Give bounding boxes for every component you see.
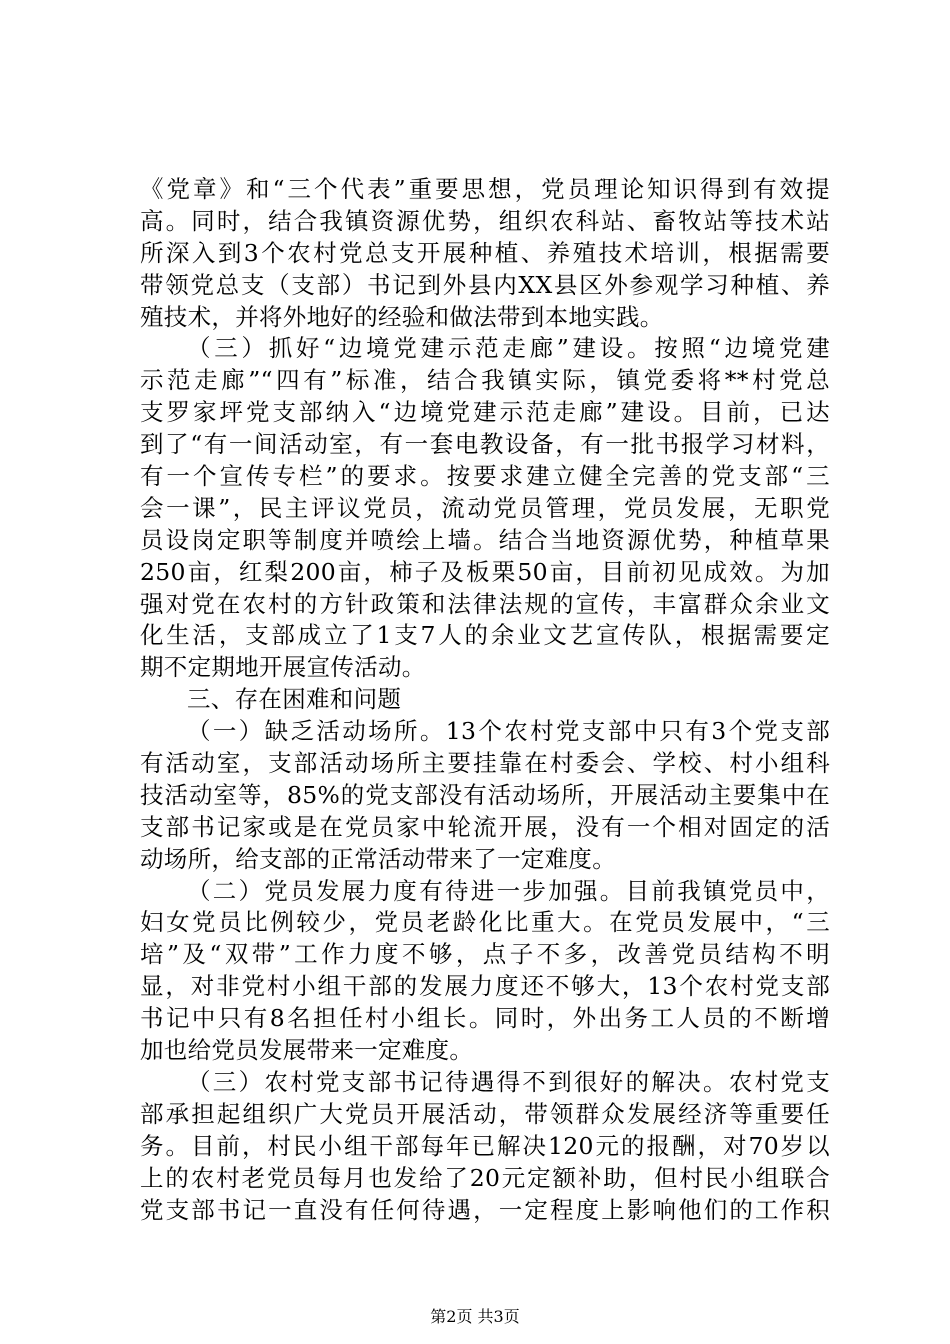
text-line: （一）缺乏活动场所。13个农村党支部中只有3个党支部 — [187, 717, 830, 746]
text-line: 员设岗定职等制度并喷绘上墙。结合当地资源优势，种植草果 — [140, 525, 830, 554]
text-line: 上的农村老党员每月也发给了20元定额补助，但村民小组联合 — [140, 1163, 830, 1192]
text-line: 强对党在农村的方针政策和法律法规的宣传，丰富群众余业文 — [140, 589, 830, 618]
text-line: 250亩，红梨200亩，柿子及板栗50亩，目前初见成效。为加 — [140, 557, 830, 586]
text-line: 显，对非党村小组干部的发展力度还不够大，13个农村党支部 — [140, 972, 830, 1001]
text-line: 党支部书记一直没有任何待遇，一定程度上影响他们的工作积 — [140, 1195, 830, 1224]
text-line: 妇女党员比例较少，党员老龄化比重大。在党员发展中，“三 — [140, 908, 830, 937]
text-line: 带领党总支（支部）书记到外县内XX县区外参观学习种植、养 — [140, 270, 830, 299]
text-line: 有活动室，支部活动场所主要挂靠在村委会、学校、村小组科 — [140, 749, 830, 778]
text-line: 《党章》和“三个代表”重要思想，党员理论知识得到有效提 — [140, 175, 830, 203]
text-line: 示范走廊”“四有”标准，结合我镇实际，镇党委将**村党总 — [140, 366, 830, 395]
text-line: 务。目前，村民小组干部每年已解决120元的报酬，对70岁以 — [140, 1131, 830, 1160]
text-line: （二）党员发展力度有待进一步加强。目前我镇党员中， — [187, 876, 830, 905]
text-line: （三）抓好“边境党建示范走廊”建设。按照“边境党建 — [187, 334, 830, 363]
page-footer: 第2页 共3页 — [430, 1307, 520, 1326]
text-line: 书记中只有8名担任村小组长。同时，外出务工人员的不断增 — [140, 1004, 830, 1033]
text-line: 支部书记家或是在党员家中轮流开展，没有一个相对固定的活 — [140, 812, 830, 841]
text-line: 有一个宣传专栏”的要求。按要求建立健全完善的党支部“三 — [140, 462, 830, 491]
text-line: 殖技术，并将外地好的经验和做法带到本地实践。 — [140, 302, 664, 331]
text-line: 动场所，给支部的正常活动带来了一定难度。 — [140, 844, 616, 873]
text-line: 会一课”，民主评议党员，流动党员管理，党员发展，无职党 — [140, 493, 830, 522]
text-line: 加也给党员发展带来一定难度。 — [140, 1036, 474, 1065]
text-line: 高。同时，结合我镇资源优势，组织农科站、畜牧站等技术站 — [140, 206, 830, 235]
text-line: （三）农村党支部书记待遇得不到很好的解决。农村党支 — [187, 1067, 830, 1096]
text-line: 支罗家坪党支部纳入“边境党建示范走廊”建设。目前，已达 — [140, 398, 830, 427]
text-line: 化生活，支部成立了1支7人的余业文艺宣传队，根据需要定 — [140, 621, 830, 650]
document-body — [140, 174, 830, 1226]
text-line: 所深入到3个农村党总支开展种植、养殖技术培训，根据需要 — [140, 238, 830, 267]
text-line: 到了“有一间活动室，有一套电教设备，有一批书报学习材料， — [140, 430, 830, 459]
text-line: 期不定期地开展宣传活动。 — [140, 653, 426, 682]
text-line: 部承担起组织广大党员开展活动，带领群众发展经济等重要任 — [140, 1099, 830, 1128]
text-line: 培”及“双带”工作力度不够，点子不多，改善党员结构不明 — [140, 940, 830, 969]
text-line: 技活动室等，85%的党支部没有活动场所，开展活动主要集中在 — [140, 780, 830, 809]
section-heading: 三、存在困难和问题 — [187, 685, 402, 714]
